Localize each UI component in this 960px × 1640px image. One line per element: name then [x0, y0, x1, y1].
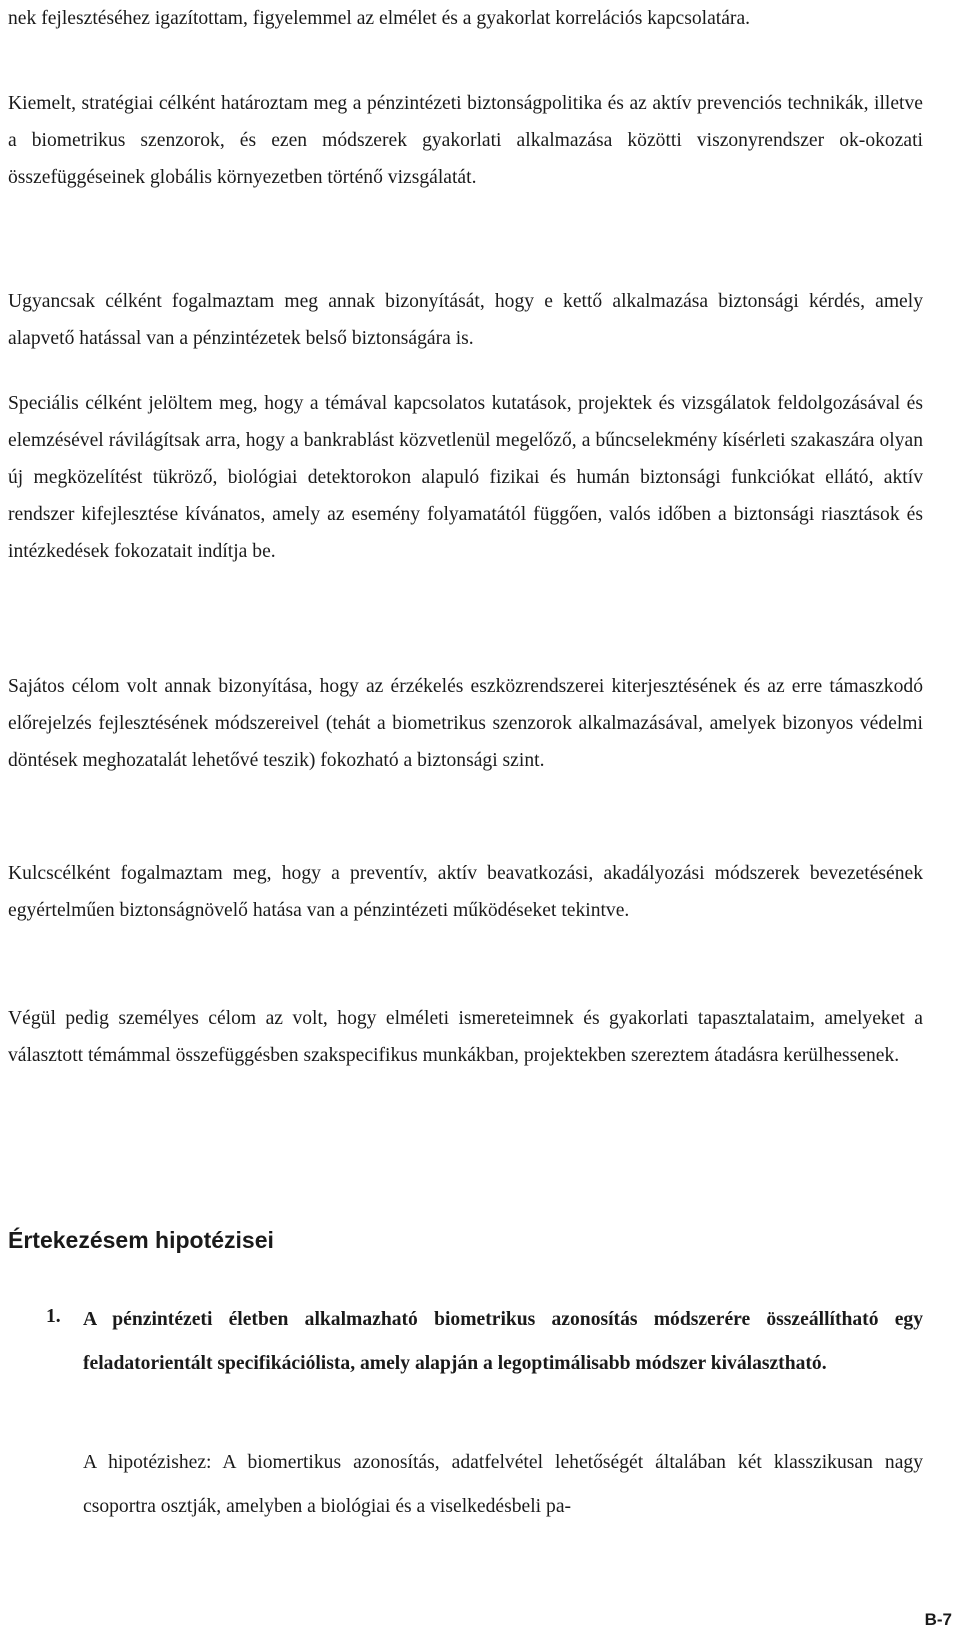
hypothesis-statement: A pénzintézeti életben alkalmazható biometrikus azonosítás módszerére összeállítható egy feladatorientált specifikációlista, amely alapján a legoptimálisabb módszer kiválasztható. — [83, 1309, 923, 1374]
paragraph-intro-continuation: nek fejlesztéséhez igazítottam, figyelemmel az elmélet és a gyakorlat korrelációs kapcsolatára. — [8, 8, 751, 29]
paragraph-strategic-goal: Kiemelt, stratégiai célként határoztam meg a pénzintézeti biztonságpolitika és az aktív prevenciós technikák, illetve a biometrikus szenzorok, és ezen módszerek gyakorlati alkalmazása közötti viszonyrendszer ok-okozati összefüggéseinek globális környezetben történő vizsgálatát. — [8, 93, 923, 188]
hypothesis-number: 1. — [46, 1306, 61, 1327]
hypothesis-note: A hipotézishez: A biomertikus azonosítás, adatfelvétel lehetőségét általában két klasszikusan nagy csoportra osztják, amelyben a biológiai és a viselkedésbeli pa- — [83, 1452, 923, 1517]
section-heading: Értekezésem hipotézisei — [8, 1227, 274, 1253]
page-number: B-7 — [924, 1610, 952, 1629]
paragraph-goal-proof: Ugyancsak célként fogalmaztam meg annak bizonyítását, hogy e kettő alkalmazása biztonsági kérdés, amely alapvető hatással van a pénzintézetek belső biztonságára is. — [8, 291, 923, 349]
paragraph-personal-goal: Végül pedig személyes célom az volt, hogy elméleti ismereteimnek és gyakorlati tapasztalataim, amelyeket a választott témámmal összefüggésben szakspecifikus munkákban, projektekben szereztem átadásra kerülhessenek. — [8, 1008, 923, 1066]
paragraph-special-goal: Speciális célként jelöltem meg, hogy a témával kapcsolatos kutatások, projektek és vizsgálatok feldolgozásával és elemzésével rávilágítsak arra, hogy a bankrablást közvetlenül megelőző, a bűncselekmény kísérleti szakaszára olyan új megközelítést tükröző, biológiai detektorokon alapuló fizikai és humán biztonsági funkciókat ellátó, aktív rendszer kifejlesztése kívánatos, amely az esemény folyamatától függően, valós időben a biztonsági riasztások és intézkedések fokozatait indítja be. — [8, 393, 923, 562]
paragraph-key-goal: Kulcscélként fogalmaztam meg, hogy a preventív, aktív beavatkozási, akadályozási módszerek bevezetésének egyértelműen biztonságnövelő hatása van a pénzintézeti működéseket tekintve. — [8, 863, 923, 921]
paragraph-specific-goal: Sajátos célom volt annak bizonyítása, hogy az érzékelés eszközrendszerei kiterjesztésének és az erre támaszkodó előrejelzés fejlesztésének módszereivel (tehát a biometrikus szenzorok alkalmazásával, amelyek bizonyos védelmi döntések meghozatalát lehetővé teszik) fokozható a biztonsági szint. — [8, 676, 923, 771]
